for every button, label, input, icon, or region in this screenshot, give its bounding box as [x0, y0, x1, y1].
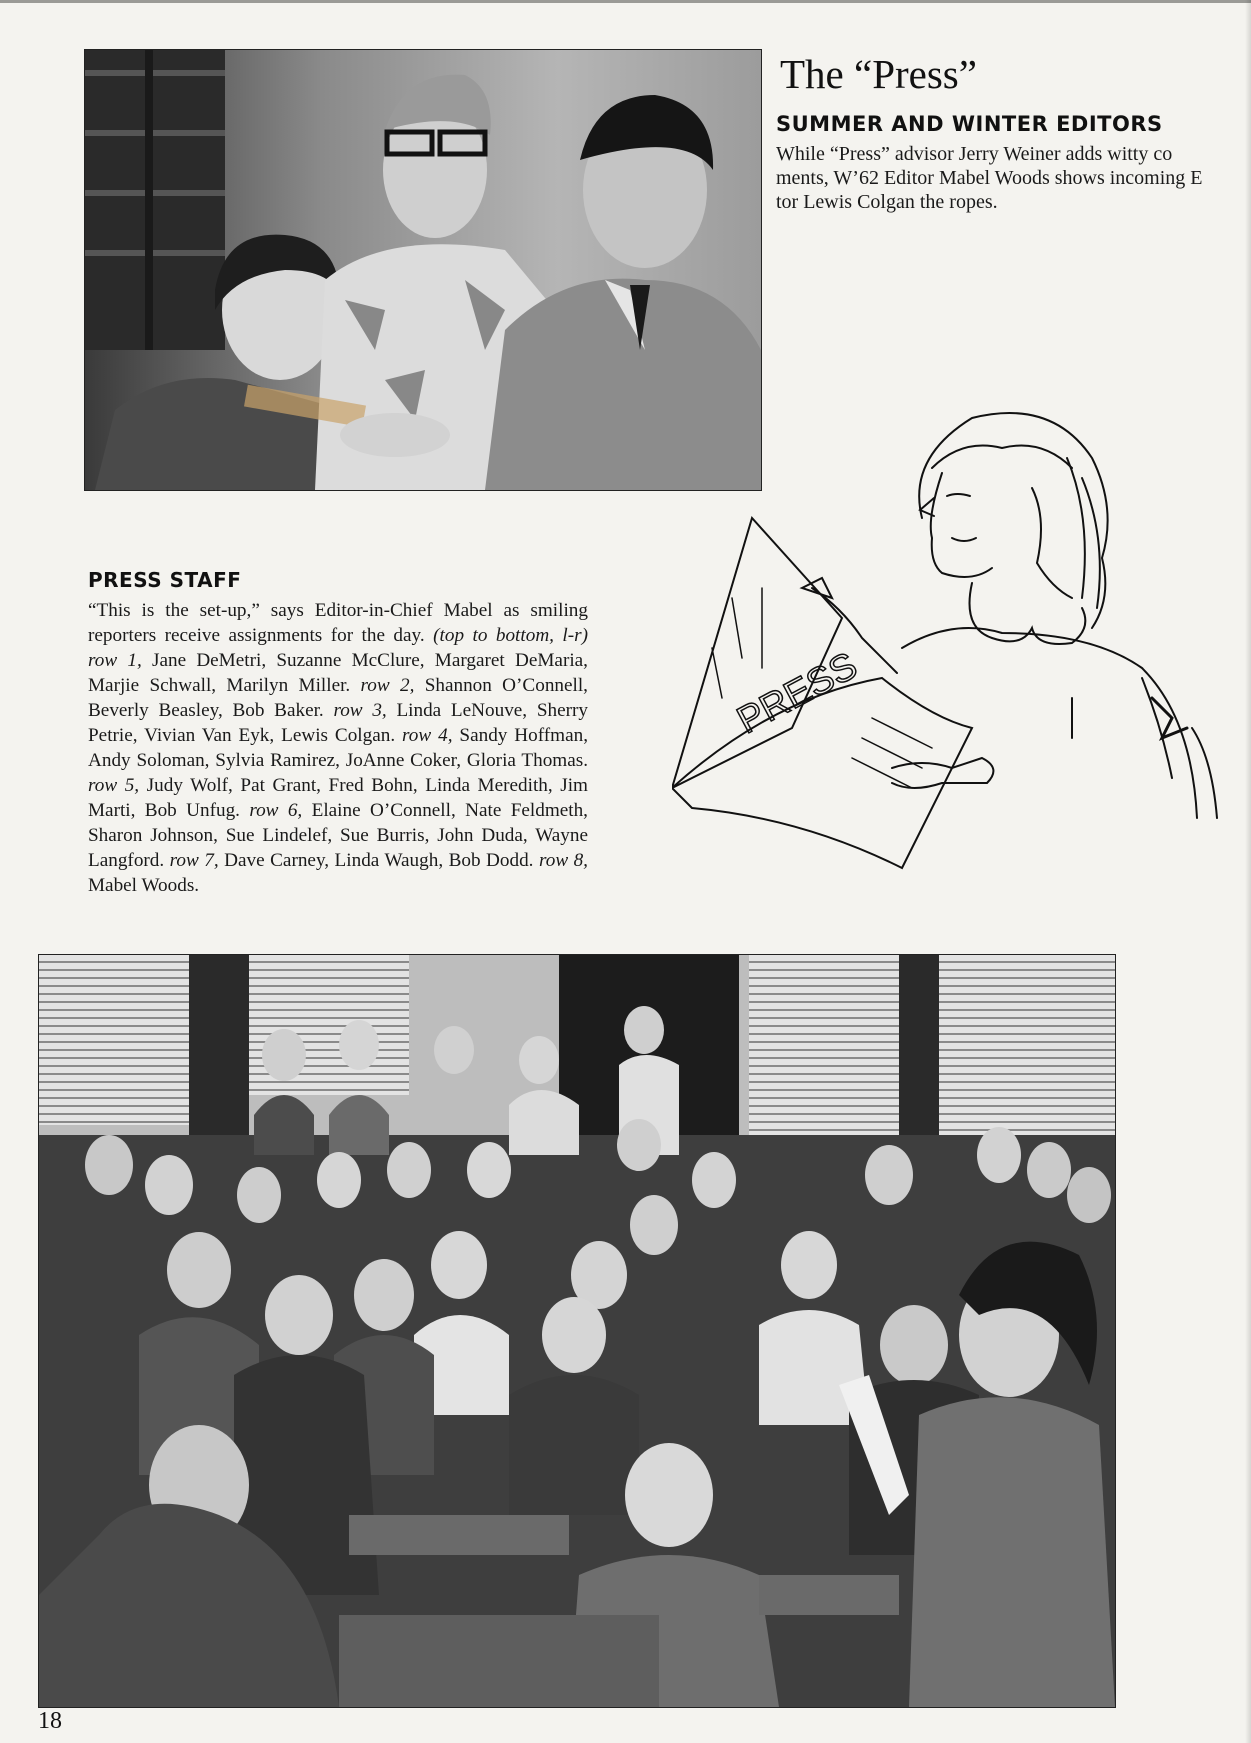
sketch-illustration — [672, 398, 1232, 880]
staff-caption-row-label: row 4, — [402, 725, 453, 746]
staff-caption-text: Shannon O’Connell, Beverly Beasley, Bob Baker. — [88, 675, 588, 721]
staff-caption-row-label: row 2, — [360, 675, 415, 696]
top-rule — [0, 0, 1251, 3]
staff-caption-text: “This is the set-up,” says Editor-in-Chief Mabel as smiling reporters receive assignments for the day. — [88, 600, 588, 646]
page-title: The “Press” — [780, 51, 977, 97]
staff-caption-row-label: row 8, — [538, 850, 588, 871]
staff-caption-text: Judy Wolf, Pat Grant, Fred Bohn, Linda Meredith, Jim Marti, Bob Unfug. — [88, 775, 588, 821]
staff-caption-text: Dave Carney, Linda Waugh, Bob Dodd. — [218, 850, 539, 871]
staff-caption-row-label: row 5, — [88, 775, 140, 796]
staff-caption-text: Jane DeMetri, Suzanne McClure, Margaret DeMaria, Marjie Schwall, Marilyn Miller. — [88, 650, 588, 696]
staff-heading: PRESS STAFF — [88, 568, 242, 592]
staff-caption-text: Elaine O’Connell, Nate Feldmeth, Sharon Johnson, Sue Lindelef, Sue Burris, John Duda, Wayne Langford. — [88, 800, 588, 871]
page-number: 18 — [38, 1708, 62, 1734]
staff-caption-row-label: row 6, — [249, 800, 303, 821]
staff-caption-text: Mabel Woods. — [88, 875, 200, 896]
staff-caption-row-label: (top to bottom, l-r) row 1, — [88, 625, 588, 671]
press-staff-photo — [38, 954, 1116, 1708]
staff-caption-text: Sandy Hoffman, Andy Soloman, Sylvia Ramirez, JoAnne Coker, Gloria Thomas. — [88, 725, 588, 771]
staff-caption-row-label: row 3, — [333, 700, 387, 721]
sketch-newspaper-text: PRESS — [730, 644, 865, 743]
page-edge-shadow — [1245, 0, 1251, 1743]
editors-caption: While “Press” advisor Jerry Weiner adds witty co ments, W’62 Editor Mabel Woods shows incoming E tor Lewis Colgan the ropes. — [776, 143, 1203, 213]
staff-caption-text: Linda LeNouve, Sherry Petrie, Vivian Van Eyk, Lewis Colgan. — [88, 700, 588, 746]
editors-heading: SUMMER AND WINTER EDITORS — [776, 112, 1163, 136]
editors-photo-image — [85, 50, 761, 490]
editors-photo — [84, 49, 762, 491]
staff-caption-row-label: row 7, — [169, 850, 219, 871]
press-staff-photo-image — [39, 955, 1115, 1707]
staff-caption — [88, 598, 588, 898]
